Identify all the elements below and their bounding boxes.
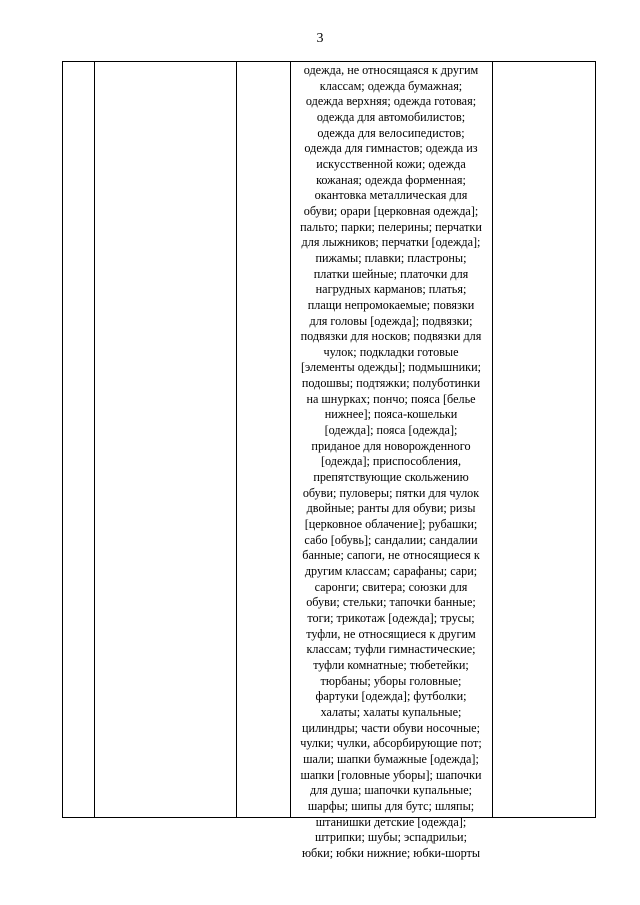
goods-list-line: сабо [обувь]; сандалии; сандалии [304,532,478,547]
goods-list-line: цилиндры; части обуви носочные; [302,720,480,735]
table-cell-class [95,62,236,817]
goods-list-line: нижнее]; пояса-кошельки [324,407,458,422]
goods-list-line: шапки [головные уборы]; шапочки [300,767,482,782]
goods-list-line: тоги; трикотаж [одежда]; трусы; [307,610,475,625]
goods-list-line: банные; сапоги, не относящиеся к [302,548,480,563]
goods-list-line: подвязки для носков; подвязки для [300,329,482,344]
goods-list-line: препятствующие скольжению [313,470,469,485]
goods-list-line: чулки; чулки, абсорбирующие пот; [300,736,482,751]
goods-list-line: штанишки детские [одежда]; [315,814,467,829]
goods-list-line: одежда для автомобилистов; [316,109,466,124]
goods-list-line: для душа; шапочки купальные; [309,783,473,798]
goods-list-line: классам; одежда бумажная; [319,78,463,93]
goods-list-line: одежда верхняя; одежда готовая; [305,94,477,109]
goods-list-line: пальто; парки; пелерины; перчатки [300,219,482,234]
goods-list-line: обуви; стельки; тапочки банные; [306,595,476,610]
goods-list-line: обуви; орари [церковная одежда]; [303,203,479,218]
goods-list-line: саронги; свитера; союзки для [314,579,468,594]
goods-list-line: шали; шапки бумажные [одежда]; [303,751,479,766]
goods-list-line: на шнурках; пончо; пояса [белье [306,391,476,406]
goods-list-line: пижамы; плавки; пластроны; [315,250,467,265]
goods-list-line: классам; туфли гимнастические; [306,642,476,657]
goods-list-line: искусственной кожи; одежда [316,156,466,171]
table-cell-code [237,62,290,817]
goods-list-line: одежда для велосипедистов; [317,125,465,140]
goods-table [62,61,596,860]
goods-list-line: для лыжников; перчатки [одежда]; [301,235,481,250]
goods-list-line: туфли, не относящиеся к другим [306,626,476,641]
goods-list-line: чулок; подкладки готовые [323,344,459,359]
goods-list-line: кожаная; одежда форменная; [316,172,466,187]
goods-list-line: подошвы; подтяжки; полуботинки [301,376,481,391]
goods-list-line: туфли комнатные; тюбетейки; [313,657,469,672]
goods-list-line: платки шейные; платочки для [313,266,469,281]
table-cell-goods-list [290,62,492,860]
goods-list-line: другим классам; сарафаны; сари; [304,564,478,578]
goods-list-line: [элементы одежды]; подмышники; [300,360,482,375]
goods-list-line: штрипки; шубы; эспадрильи; [315,830,467,845]
goods-list-line: для головы [одежда]; подвязки; [309,313,473,328]
goods-list-line: юбки; юбки нижние; юбки-шорты [301,845,481,860]
goods-list-line: плащи непромокаемые; повязки [307,297,475,312]
goods-list-line: шарфы; шипы для бутс; шляпы; [307,798,475,813]
goods-list-line: приданое для новорожденного [311,438,471,453]
goods-list-line: одежда для гимнастов; одежда из [304,141,478,156]
table-cell-notes [493,62,595,817]
goods-list-line: халаты; халаты купальные; [320,704,462,719]
goods-list-line: [церковное облачение]; рубашки; [304,517,478,532]
goods-list-line: фартуки [одежда]; футболки; [315,689,467,704]
goods-list-line: двойные; ранты для обуви; ризы [306,501,476,516]
goods-list-line: обуви; пуловеры; пятки для чулок [302,485,480,500]
goods-list-line: [одежда]; приспособления, [321,454,461,469]
goods-list-line: нагрудных карманов; платья; [315,282,467,297]
table-cell-number [63,62,94,817]
goods-list-line: одежда, не относящаяся к другим [303,63,479,77]
goods-list-line: окантовка металлическая для [314,188,468,203]
goods-list-line: тюрбаны; уборы головные; [320,673,462,688]
page-number: 3 [316,31,324,46]
goods-list-line: [одежда]; пояса [одежда]; [324,423,458,438]
